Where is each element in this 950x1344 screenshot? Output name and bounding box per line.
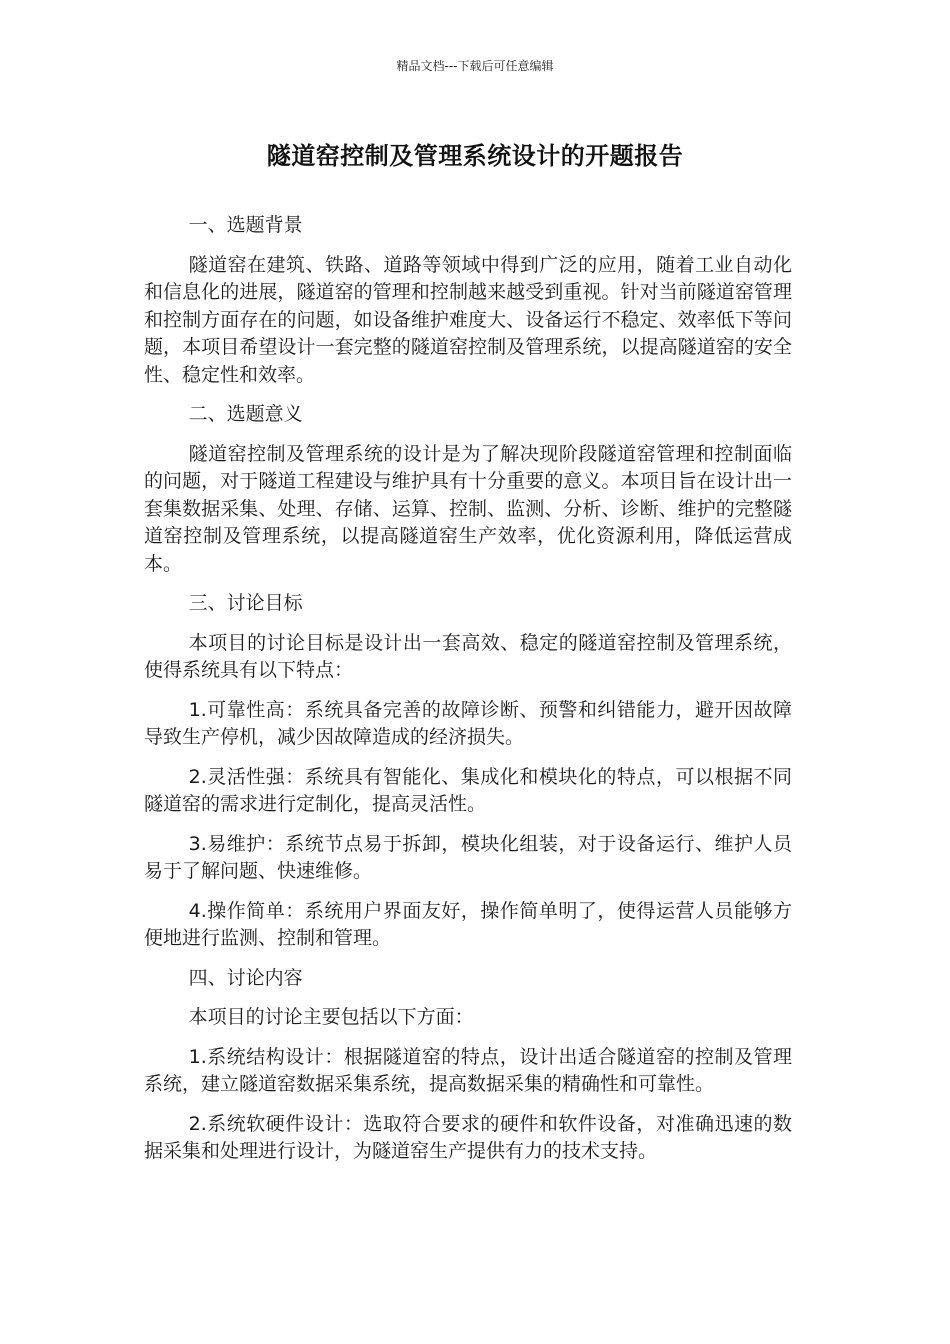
list-item-objective-3: 3.易维护：系统节点易于拆卸，模块化组装，对于设备运行、维护人员易于了解问题、快速维修。 <box>144 832 792 882</box>
section-heading-significance: 二、选题意义 <box>188 403 303 425</box>
list-item-objective-4: 4.操作简单：系统用户界面友好，操作简单明了，使得运营人员能够方便地进行监测、控制和管理。 <box>144 899 792 949</box>
document-body <box>144 212 792 1178</box>
paragraph-background: 隧道窑在建筑、铁路、道路等领域中得到广泛的应用，随着工业自动化和信息化的进展，隧道窑的管理和控制越来越受到重视。针对当前隧道窑管理和控制方面存在的问题，如设备维护难度大、设备运行不稳定、效率低下等问题，本项目希望设计一套完整的隧道窑控制及管理系统，以提高隧道窑的安全性、稳定性和效率。 <box>144 253 792 386</box>
paragraph-content-intro: 本项目的讨论主要包括以下方面： <box>188 1006 474 1028</box>
section-heading-objectives: 三、讨论目标 <box>188 592 303 614</box>
paragraph-objectives-intro: 本项目的讨论目标是设计出一套高效、稳定的隧道窑控制及管理系统，使得系统具有以下特点： <box>144 631 792 681</box>
list-item-objective-1: 1.可靠性高：系统具备完善的故障诊断、预警和纠错能力，避开因故障导致生产停机，减少因故障造成的经济损失。 <box>144 698 792 748</box>
paragraph-significance: 隧道窑控制及管理系统的设计是为了解决现阶段隧道窑管理和控制面临的问题，对于隧道工程建设与维护具有十分重要的意义。本项目旨在设计出一套集数据采集、处理、存储、运算、控制、监测、分析、诊断、维护的完整隧道窑控制及管理系统，以提高隧道窑生产效率，优化资源利用，降低运营成本。 <box>144 442 792 575</box>
list-item-content-1: 1.系统结构设计：根据隧道窑的特点，设计出适合隧道窑的控制及管理系统，建立隧道窑数据采集系统，提高数据采集的精确性和可靠性。 <box>144 1045 792 1095</box>
section-heading-content: 四、讨论内容 <box>188 966 303 989</box>
document-title: 隧道窑控制及管理系统设计的开题报告 <box>266 142 684 170</box>
section-heading-background: 一、选题背景 <box>188 214 303 236</box>
page-header: 精品文档---下载后可任意编辑 <box>396 59 554 73</box>
list-item-objective-2: 2.灵活性强：系统具有智能化、集成化和模块化的特点，可以根据不同隧道窑的需求进行定制化，提高灵活性。 <box>144 765 792 815</box>
list-item-content-2: 2.系统软硬件设计：选取符合要求的硬件和软件设备，对准确迅速的数据采集和处理进行设计，为隧道窑生产提供有力的技术支持。 <box>144 1112 792 1162</box>
